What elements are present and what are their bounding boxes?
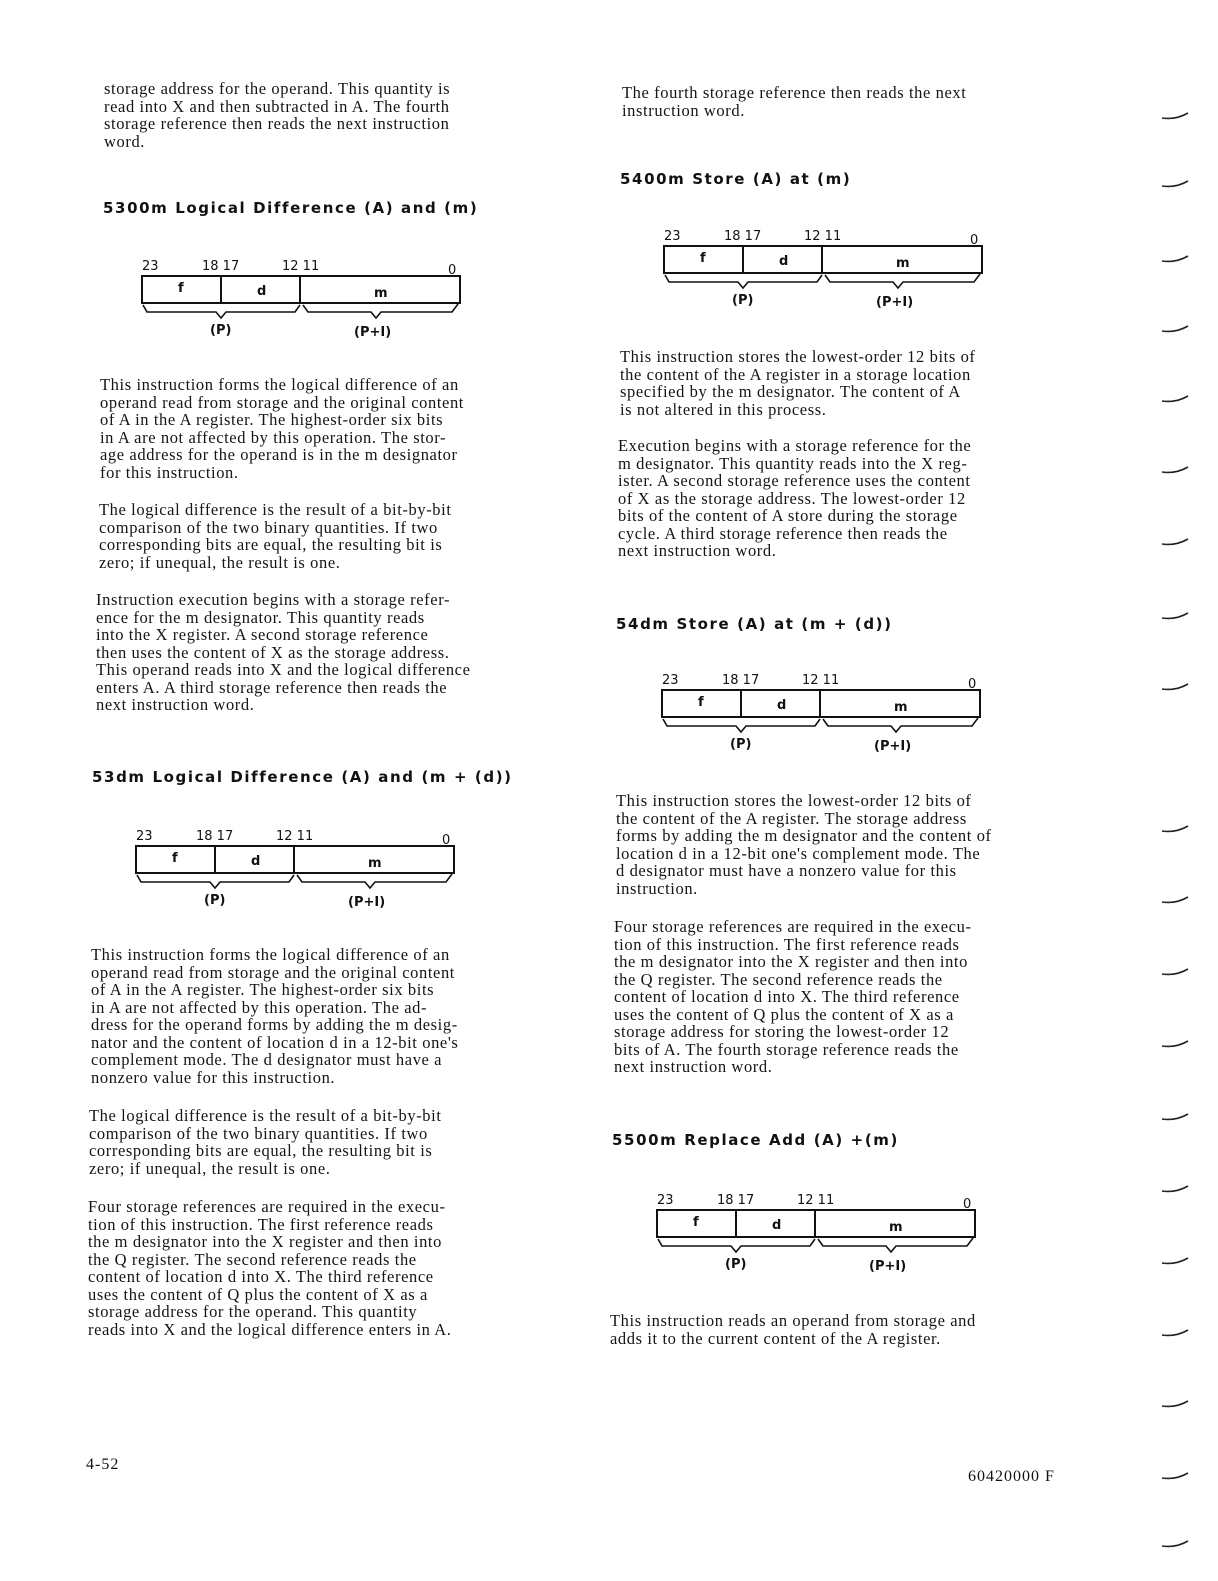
brace-p1 (825, 274, 980, 288)
binding-mark (1160, 180, 1190, 190)
binding-mark-stroke (1162, 181, 1188, 186)
bit-label-0: 0 (448, 263, 457, 278)
bit-label-23: 23 (136, 829, 153, 844)
binding-mark (1160, 1540, 1190, 1550)
bit-label-18-17: 18 17 (202, 259, 240, 274)
field-d-label: d (772, 1218, 782, 1233)
binding-mark (1160, 1185, 1190, 1195)
brace-p1 (303, 304, 458, 318)
binding-mark (1160, 466, 1190, 476)
field-d-label: d (251, 854, 261, 869)
word-label-p: (P) (210, 323, 232, 338)
bit-label-18-17: 18 17 (724, 229, 762, 244)
binding-mark (1160, 255, 1190, 265)
section-heading-53dm: 53dm Logical Difference (A) and (m + (d)) (92, 768, 513, 786)
binding-mark-stroke (1162, 1186, 1188, 1191)
brace-p (658, 1239, 815, 1252)
brace-p (143, 305, 300, 318)
instruction-format-diagram (655, 1192, 985, 1272)
paragraph-5400m-1: This instruction stores the lowest-order 12 bits of the content of the A register in a storage location specified by the m designator. The content of A is not altered in this process. (620, 347, 976, 419)
binding-mark-stroke (1162, 1258, 1188, 1263)
binding-mark-stroke (1162, 396, 1188, 401)
binding-mark (1160, 1113, 1190, 1123)
field-d-label: d (257, 284, 267, 299)
paragraph-5300m-2: The logical difference is the result of a bit-by-bit comparison of the two binary quantities. If two corresponding bits are equal, the resulting bit is zero; if unequal, the result is one. (99, 500, 452, 572)
field-m-label: m (896, 256, 910, 271)
word-label-p1: (P+I) (874, 739, 912, 752)
binding-mark (1160, 325, 1190, 335)
bit-label-23: 23 (662, 673, 679, 688)
paragraph: storage address for the operand. This quantity is read into X and then subtracted in A. The fourth storage reference then reads the next instruction word. (104, 79, 451, 151)
binding-mark (1160, 896, 1190, 906)
brace-p (665, 275, 822, 288)
section-heading-5300m: 5300m Logical Difference (A) and (m) (103, 199, 479, 217)
bit-label-18-17: 18 17 (196, 829, 234, 844)
binding-mark (1160, 968, 1190, 978)
bit-label-12-11: 12 11 (804, 229, 842, 244)
binding-mark-stroke (1162, 1041, 1188, 1046)
bit-label-23: 23 (142, 259, 159, 274)
instruction-format-diagram (662, 228, 992, 308)
bit-label-12-11: 12 11 (802, 673, 840, 688)
section-heading-5500m: 5500m Replace Add (A) +(m) (612, 1131, 899, 1149)
bit-label-12-11: 12 11 (797, 1193, 835, 1208)
brace-p1 (818, 1238, 973, 1252)
field-m-label: m (368, 856, 382, 871)
brace-p (137, 875, 294, 888)
instruction-format-diagram (660, 672, 990, 752)
word-label-p1: (P+I) (869, 1259, 907, 1272)
paragraph-53dm-1: This instruction forms the logical difference of an operand read from storage and the original content of A in the A register. The highest-order six bits in A are not affected by this operation. The ad- dress for the operand forms by adding the m desig- nator and the content of location d in a 12-bit one's complement mode. The d designator must have a nonzero value for this instruction. (91, 945, 459, 1087)
field-d-label: d (779, 254, 789, 269)
binding-mark-stroke (1162, 326, 1188, 331)
bit-label-0: 0 (970, 233, 979, 248)
paragraph-5400m-2: Execution begins with a storage reference for the m designator. This quantity reads into the X reg- ister. A second storage reference uses the content of X as the storage address. The lowest-order 12 bits of the content of A store during the storage cycle. A third storage reference then reads the next instruction word. (618, 436, 972, 560)
paragraph-5500m-1: This instruction reads an operand from storage and adds it to the current content of the A register. (610, 1311, 976, 1348)
field-m-label: m (894, 700, 908, 715)
field-m-label: m (374, 286, 388, 301)
binding-mark-stroke (1162, 256, 1188, 261)
word-label-p1: (P+I) (876, 295, 914, 308)
binding-mark-stroke (1162, 1114, 1188, 1119)
binding-mark-stroke (1162, 1473, 1188, 1478)
bit-label-12-11: 12 11 (276, 829, 314, 844)
intro-paragraph: The fourth storage reference then reads the next instruction word. (622, 83, 967, 120)
binding-mark-stroke (1162, 1541, 1188, 1546)
bit-label-0: 0 (968, 677, 977, 692)
brace-p1 (823, 718, 978, 732)
field-f-label: f (700, 251, 706, 266)
binding-mark-stroke (1162, 613, 1188, 618)
section-heading-5400m: 5400m Store (A) at (m) (620, 170, 852, 188)
word-label-p: (P) (732, 293, 754, 308)
binding-mark-stroke (1162, 826, 1188, 831)
binding-mark (1160, 112, 1190, 122)
field-d-label: d (777, 698, 787, 713)
binding-mark-stroke (1162, 969, 1188, 974)
field-f-label: f (178, 281, 184, 296)
document-number: 60420000 F (968, 1468, 1055, 1485)
bit-label-23: 23 (664, 229, 681, 244)
binding-mark (1160, 683, 1190, 693)
paragraph-53dm-3: Four storage references are required in the execu- tion of this instruction. The first reference reads the m designator into the X register and then into the Q register. The second reference reads the content of location d into X. The third reference uses the content of Q plus the content of X as a storage address for the operand. This quantity reads into X and the logical difference enters in A. (88, 1197, 452, 1339)
binding-mark-stroke (1162, 467, 1188, 472)
binding-mark (1160, 1040, 1190, 1050)
bit-label-18-17: 18 17 (722, 673, 760, 688)
binding-mark (1160, 538, 1190, 548)
field-f-label: f (698, 695, 704, 710)
binding-mark (1160, 1329, 1190, 1339)
bit-label-18-17: 18 17 (717, 1193, 755, 1208)
bit-label-23: 23 (657, 1193, 674, 1208)
brace-p (663, 719, 820, 732)
binding-mark (1160, 1472, 1190, 1482)
word-label-p: (P) (725, 1257, 747, 1272)
binding-mark-stroke (1162, 539, 1188, 544)
binding-mark-stroke (1162, 1330, 1188, 1335)
bit-label-0: 0 (442, 833, 451, 848)
field-f-label: f (693, 1215, 699, 1230)
section-heading-54dm: 54dm Store (A) at (m + (d)) (616, 615, 893, 633)
instruction-format-diagram (140, 258, 470, 338)
binding-mark-stroke (1162, 113, 1188, 118)
bit-label-12-11: 12 11 (282, 259, 320, 274)
page-number: 4-52 (86, 1456, 120, 1473)
binding-mark (1160, 395, 1190, 405)
word-label-p: (P) (730, 737, 752, 752)
instruction-format-diagram (134, 828, 464, 908)
paragraph-53dm-2: The logical difference is the result of a bit-by-bit comparison of the two binary quantities. If two corresponding bits are equal, the resulting bit is zero; if unequal, the result is one. (89, 1106, 442, 1178)
binding-mark (1160, 1400, 1190, 1410)
paragraph-54dm-1: This instruction stores the lowest-order 12 bits of the content of the A register. The storage address forms by adding the m designator and the content of location d in a 12-bit one's complement mode. The d designator must have a nonzero value for this instruction. (616, 791, 992, 898)
paragraph-5300m-3: Instruction execution begins with a storage refer- ence for the m designator. This quantity reads into the X register. A second storage reference then uses the content of X as the storage address. This operand reads into X and the logical difference enters A. A third storage reference then reads the next instruction word. (96, 590, 471, 714)
word-label-p: (P) (204, 893, 226, 908)
binding-mark-stroke (1162, 1401, 1188, 1406)
binding-mark (1160, 612, 1190, 622)
binding-mark (1160, 825, 1190, 835)
field-f-label: f (172, 851, 178, 866)
intro-paragraph (88, 80, 568, 150)
binding-mark (1160, 1257, 1190, 1267)
binding-mark-stroke (1162, 897, 1188, 902)
brace-p1 (297, 874, 452, 888)
paragraph-54dm-2: Four storage references are required in the execu- tion of this instruction. The first reference reads the m designator into the X register and then into the Q register. The second reference reads the content of location d into X. The third reference uses the content of Q plus the content of X as a storage address for storing the lowest-order 12 bits of A. The fourth storage reference reads the next instruction word. (614, 917, 972, 1076)
word-label-p1: (P+I) (354, 325, 392, 338)
word-label-p1: (P+I) (348, 895, 386, 908)
field-m-label: m (889, 1220, 903, 1235)
paragraph-5300m-1: This instruction forms the logical difference of an operand read from storage and the original content of A in the A register. The highest-order six bits in A are not affected by this operation. The stor- age address for the operand is in the m designator for this instruction. (100, 375, 464, 482)
binding-mark-stroke (1162, 684, 1188, 689)
bit-label-0: 0 (963, 1197, 972, 1212)
